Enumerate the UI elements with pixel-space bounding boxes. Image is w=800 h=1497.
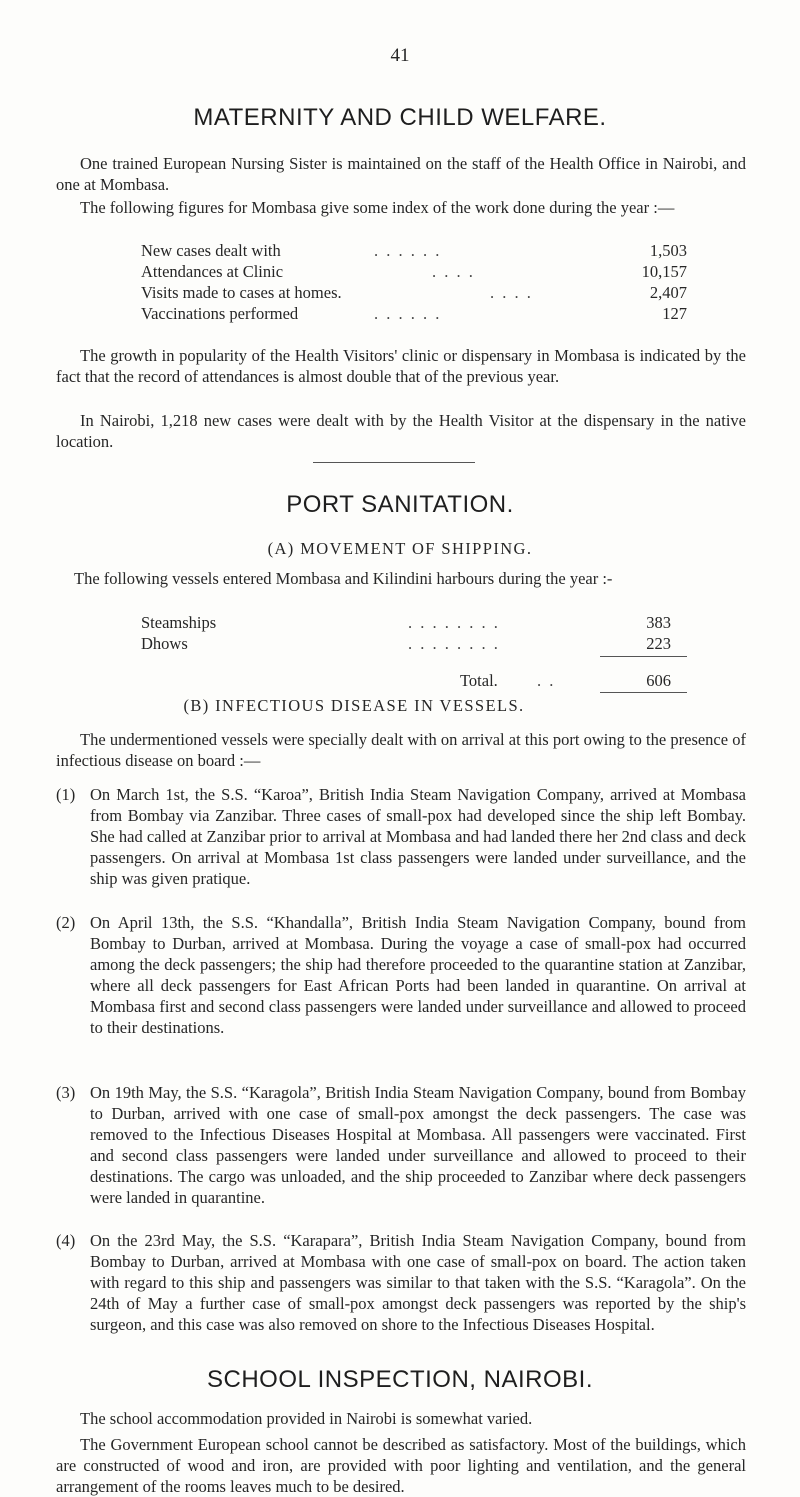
stats-label: Vaccinations performed [141, 304, 299, 323]
maternity-heading: MATERNITY AND CHILD WELFARE. [193, 104, 607, 131]
maternity-intro-paragraph: One trained European Nursing Sister is maintained on the staff of the Health Office in Nairobi, and one at Mombasa. [56, 154, 746, 194]
section-divider [313, 462, 475, 463]
stats-row [141, 240, 747, 261]
movement-of-shipping-subheading: (A) MOVEMENT OF SHIPPING. [267, 539, 533, 558]
school-inspection-heading: SCHOOL INSPECTION, NAIROBI. [206, 1366, 593, 1393]
stats-value: 127 [662, 304, 687, 323]
total-label: Total. [460, 671, 498, 690]
case-text: On March 1st, the S.S. “Karoa”, British India Steam Navigation Company, arrived at Mombasa from Bombay via Zanzibar. Three cases of small-pox had developed since the ship left Bombay. She had called at Zanzibar prior to arrival at Mombasa and had landed there her 2nd class and deck passengers. On arrival at Mombasa 1st class passengers were landed under surveillance, and the ship was given pratique. [90, 785, 746, 888]
stats-leader: . . . . . . [374, 241, 442, 260]
port-sanitation-heading: PORT SANITATION. [286, 491, 514, 518]
case-number: (2) [56, 913, 76, 932]
clinic-growth-paragraph: The growth in popularity of the Health Visitors' clinic or dispensary in Mombasa is indicated by the fact that the record of attendances is almost double that of the previous year. [56, 346, 746, 386]
page-number: 41 [390, 45, 410, 66]
vessel-total-row [141, 670, 747, 691]
government-school-paragraph: The Government European school cannot be described as satisfactory. Most of the buildings, which are constructed of wood and iron, are provided with poor lighting and ventilation, and the general arrangement of the rooms leaves much to be desired. [56, 1435, 746, 1496]
infectious-disease-subheading: (B) INFECTIOUS DISEASE IN VESSELS. [183, 696, 525, 715]
vessel-row [141, 633, 747, 654]
stats-row [141, 282, 747, 303]
total-rule [600, 692, 687, 693]
case-text: On 19th May, the S.S. “Karagola”, British India Steam Navigation Company, bound from Bombay to Durban, arrived with one case of small-pox amongst the deck passengers. The case was removed to the Infectious Diseases Hospital at Mombasa. All passengers were vaccinated. First and second class passengers were landed under surveillance and allowed to proceed to their destinations. The cargo was unloaded, and the ship proceeded to Zanzibar where deck passengers were landed in quarantine. [90, 1083, 746, 1207]
case-number: (3) [56, 1083, 76, 1102]
vessel-value: 223 [646, 634, 671, 653]
total-leader: . . [537, 671, 556, 690]
stats-leader: . . . . [432, 262, 475, 281]
vessel-leader: . . . . . . . . [408, 634, 500, 653]
sum-rule [600, 656, 687, 657]
vessel-value: 383 [646, 613, 671, 632]
stats-leader: . . . . . . [374, 304, 442, 323]
case-number: (1) [56, 785, 76, 804]
stats-value: 2,407 [649, 283, 687, 302]
vessel-row [141, 612, 747, 633]
stats-leader: . . . . [490, 283, 533, 302]
stats-label: Visits made to cases at homes. [141, 283, 342, 302]
case-text: On April 13th, the S.S. “Khandalla”, British India Steam Navigation Company, bound from Bombay to Durban, arrived at Mombasa. During the voyage a case of small-pox had occurred among the deck passengers; the ship had therefore proceeded to the quarantine station at Zanzibar, where all deck passengers for East African Ports had been landed in quarantine. On arrival at Mombasa first and second class passengers were landed under surveillance and allowed to proceed to their destinations. [90, 913, 746, 1037]
stats-value: 10,157 [641, 262, 687, 281]
school-accommodation-paragraph: The school accommodation provided in Nairobi is somewhat varied. [80, 1409, 533, 1428]
shipping-intro: The following vessels entered Mombasa and Kilindini harbours during the year :- [74, 569, 613, 588]
stats-row [141, 303, 747, 324]
infectious-intro: The undermentioned vessels were specially dealt with on arrival at this port owing to the presence of infectious disease on board :— [56, 730, 746, 770]
stats-row [141, 261, 747, 282]
stats-label: Attendances at Clinic [141, 262, 284, 281]
nairobi-visitor-paragraph: In Nairobi, 1,218 new cases were dealt with by the Health Visitor at the dispensary in the native location. [56, 411, 746, 451]
stats-label: New cases dealt with [141, 241, 281, 260]
vessel-label: Dhows [141, 634, 188, 653]
vessel-label: Steamships [141, 613, 217, 632]
case-number: (4) [56, 1231, 76, 1250]
maternity-figures-intro: The following figures for Mombasa give some index of the work done during the year :— [80, 198, 675, 217]
total-value: 606 [646, 671, 671, 690]
case-text: On the 23rd May, the S.S. “Karapara”, British India Steam Navigation Company, bound from Bombay to Durban, arrived at Mombasa with one case of small-pox on board. The action taken with regard to this ship and passengers was similar to that taken with the S.S. “Karagola”. On the 24th of May a further case of small-pox amongst deck passengers was reported by the ship's surgeon, and this case was also removed on shore to the Infectious Diseases Hospital. [90, 1231, 746, 1334]
stats-value: 1,503 [649, 241, 687, 260]
vessel-leader: . . . . . . . . [408, 613, 500, 632]
